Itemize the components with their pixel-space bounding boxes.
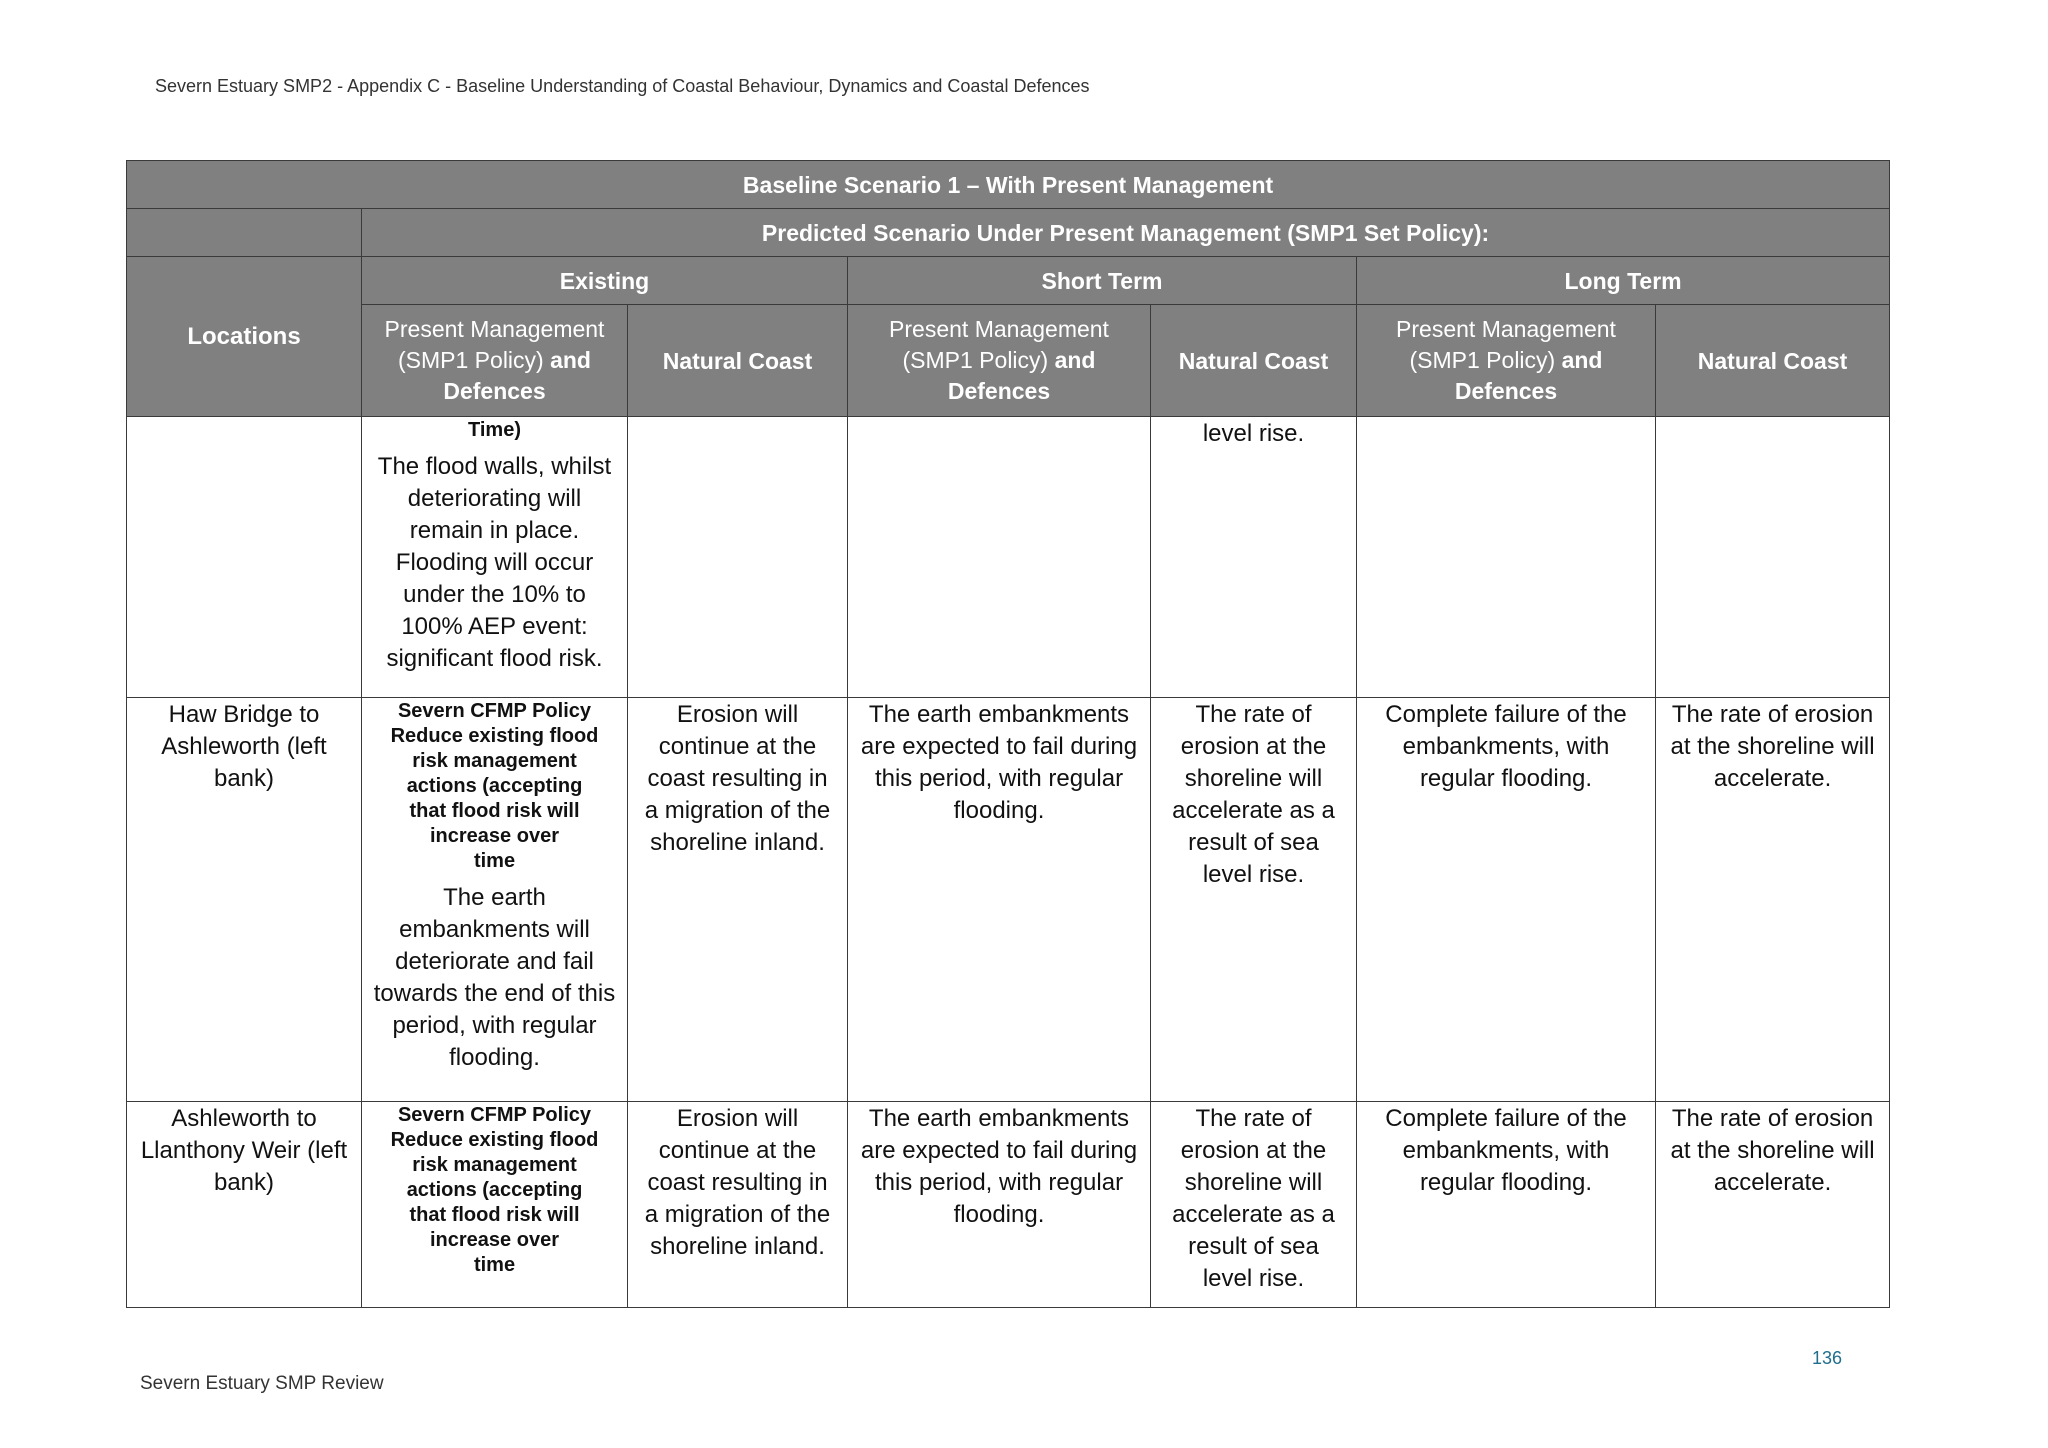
pm-header-line2: (SMP1 Policy) bbox=[398, 347, 544, 373]
policy-line: increase over bbox=[430, 1229, 559, 1251]
policy-line: that flood risk will bbox=[409, 1204, 580, 1226]
location-cell: Ashleworth to Llanthony Weir (left bank) bbox=[127, 1102, 362, 1308]
existing-pm-text: The earth embankments will deteriorate and fail towards the end of this period, with regular flooding. bbox=[373, 884, 616, 1071]
policy-line: that flood risk will bbox=[409, 800, 580, 822]
pm-header-line2: (SMP1 Policy) bbox=[1409, 347, 1556, 373]
blank-header-cell bbox=[127, 209, 362, 257]
pm-header-line1: Present Management bbox=[384, 316, 605, 342]
cfmp-policy-text bbox=[372, 1103, 617, 1278]
policy-line: Severn CFMP Policy bbox=[397, 700, 592, 722]
short-nc-cell: The rate of erosion at the shoreline will accelerate as a result of sea level rise. bbox=[1151, 698, 1357, 1102]
existing-nc-cell: Erosion will continue at the coast resulting in a migration of the shoreline inland. bbox=[628, 1102, 848, 1308]
pm-header-and: and bbox=[550, 347, 591, 373]
locations-header: Locations bbox=[127, 257, 362, 417]
table-title: Baseline Scenario 1 – With Present Management bbox=[127, 161, 1890, 209]
policy-line: increase over bbox=[430, 825, 559, 847]
long-term-header: Long Term bbox=[1357, 257, 1890, 305]
pm-header-line1: Present Management bbox=[1396, 316, 1616, 342]
policy-line: Reduce existing flood bbox=[390, 1129, 599, 1151]
long-natural-coast-header: Natural Coast bbox=[1656, 305, 1890, 417]
short-pm-cell: The earth embankments are expected to fail during this period, with regular flooding. bbox=[848, 1102, 1151, 1308]
long-nc-cell: The rate of erosion at the shoreline will accelerate. bbox=[1656, 1102, 1890, 1308]
policy-line: time bbox=[473, 850, 516, 872]
cfmp-policy-text: Time) bbox=[468, 419, 521, 441]
long-pm-cell: Complete failure of the embankments, with regular flooding. bbox=[1357, 698, 1656, 1102]
page-header: Severn Estuary SMP2 - Appendix C - Baseline Understanding of Coastal Behaviour, Dynamics and Coastal Defences bbox=[155, 76, 1090, 96]
pm-header-defences: Defences bbox=[1454, 378, 1558, 404]
policy-line: time bbox=[473, 1254, 516, 1276]
short-natural-coast-header: Natural Coast bbox=[1151, 305, 1357, 417]
policy-line: risk management bbox=[412, 1154, 577, 1176]
existing-pm-text: The flood walls, whilst deteriorating will remain in place. Flooding will occur under the 10% to 100% AEP event: significant flood risk. bbox=[377, 453, 612, 672]
table-row bbox=[127, 417, 1890, 698]
pm-header-defences: Defences bbox=[443, 378, 546, 404]
existing-natural-coast-header: Natural Coast bbox=[628, 305, 848, 417]
short-pm-cell: The earth embankments are expected to fail during this period, with regular flooding. bbox=[848, 698, 1151, 1102]
short-present-management-header bbox=[848, 305, 1151, 417]
existing-pm-cell bbox=[362, 1102, 628, 1308]
existing-nc-cell bbox=[628, 417, 848, 698]
long-nc-cell bbox=[1656, 417, 1890, 698]
long-present-management-header bbox=[1357, 305, 1656, 417]
policy-line: risk management bbox=[412, 750, 577, 772]
policy-line: Reduce existing flood bbox=[390, 725, 599, 747]
existing-present-management-header bbox=[362, 305, 628, 417]
page-number: 136 bbox=[1812, 1348, 1843, 1368]
policy-line: actions (accepting bbox=[406, 775, 583, 797]
long-pm-cell bbox=[1357, 417, 1656, 698]
pm-header-and: and bbox=[1561, 347, 1603, 373]
page-footer: Severn Estuary SMP Review bbox=[140, 1373, 384, 1394]
baseline-scenario-table bbox=[126, 160, 1890, 1308]
policy-line: Severn CFMP Policy bbox=[397, 1104, 592, 1126]
long-pm-cell: Complete failure of the embankments, with regular flooding. bbox=[1357, 1102, 1656, 1308]
table-row bbox=[127, 1102, 1890, 1308]
pm-header-line2: (SMP1 Policy) bbox=[902, 347, 1049, 373]
long-nc-cell: The rate of erosion at the shoreline will accelerate. bbox=[1656, 698, 1890, 1102]
policy-line: actions (accepting bbox=[406, 1179, 583, 1201]
table-row bbox=[127, 698, 1890, 1102]
short-nc-cell: The rate of erosion at the shoreline will accelerate as a result of sea level rise. bbox=[1151, 1102, 1357, 1308]
existing-pm-cell bbox=[362, 698, 628, 1102]
table-subtitle: Predicted Scenario Under Present Management (SMP1 Set Policy): bbox=[362, 209, 1890, 257]
pm-header-defences: Defences bbox=[947, 378, 1051, 404]
short-pm-cell bbox=[848, 417, 1151, 698]
location-cell bbox=[127, 417, 362, 698]
cfmp-policy-text bbox=[372, 699, 617, 874]
existing-nc-cell: Erosion will continue at the coast resulting in a migration of the shoreline inland. bbox=[628, 698, 848, 1102]
short-nc-cell: level rise. bbox=[1151, 417, 1357, 698]
existing-pm-cell bbox=[362, 417, 628, 698]
short-term-header: Short Term bbox=[848, 257, 1357, 305]
location-cell: Haw Bridge to Ashleworth (left bank) bbox=[127, 698, 362, 1102]
existing-header: Existing bbox=[362, 257, 848, 305]
pm-header-line1: Present Management bbox=[889, 316, 1109, 342]
pm-header-and: and bbox=[1054, 347, 1096, 373]
